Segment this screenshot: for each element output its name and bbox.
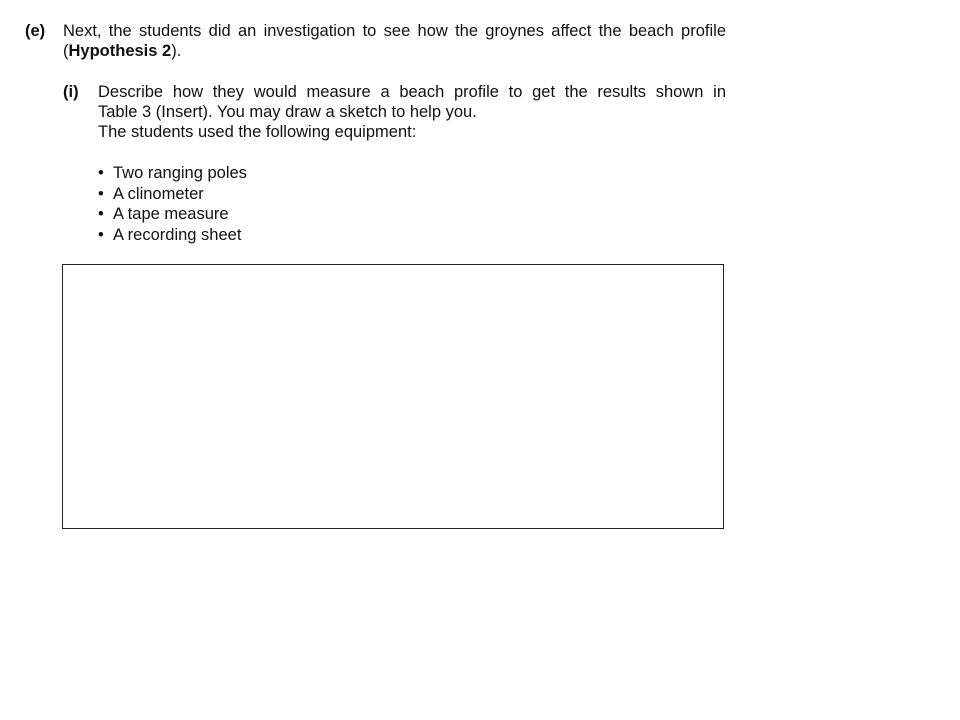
question-line-1: Next, the students did an investigation to see how the groynes affect the beach profile <box>63 22 726 40</box>
bullet-icon: • <box>98 225 104 244</box>
equipment-item-text: A tape measure <box>113 205 229 223</box>
sketch-answer-box[interactable] <box>62 264 724 529</box>
subquestion-label: (i) <box>63 83 79 101</box>
equipment-item <box>98 204 247 225</box>
equipment-item <box>98 184 247 205</box>
equipment-item-text: Two ranging poles <box>113 164 247 182</box>
question-line-2 <box>63 41 726 61</box>
equipment-item-text: A clinometer <box>113 184 204 203</box>
question-label: (e) <box>25 22 46 40</box>
hypothesis-label: Hypothesis 2 <box>68 42 172 60</box>
subquestion-line-1: Describe how they would measure a beach profile to get the results shown in <box>98 83 726 101</box>
equipment-item-text: A recording sheet <box>113 225 242 244</box>
question-paren-close: ). <box>171 42 182 60</box>
question-paren-open: ( <box>63 42 69 60</box>
subquestion-line-2: Table 3 (Insert). You may draw a sketch to help you. <box>98 103 477 121</box>
equipment-item <box>98 225 247 246</box>
question-text <box>63 21 726 61</box>
equipment-list <box>98 163 247 245</box>
bullet-icon: • <box>98 205 104 223</box>
equipment-item <box>98 163 247 184</box>
bullet-icon: • <box>98 164 104 182</box>
subquestion-text <box>98 82 726 142</box>
bullet-icon: • <box>98 184 104 203</box>
subquestion-line-3: The students used the following equipment: <box>98 123 417 141</box>
